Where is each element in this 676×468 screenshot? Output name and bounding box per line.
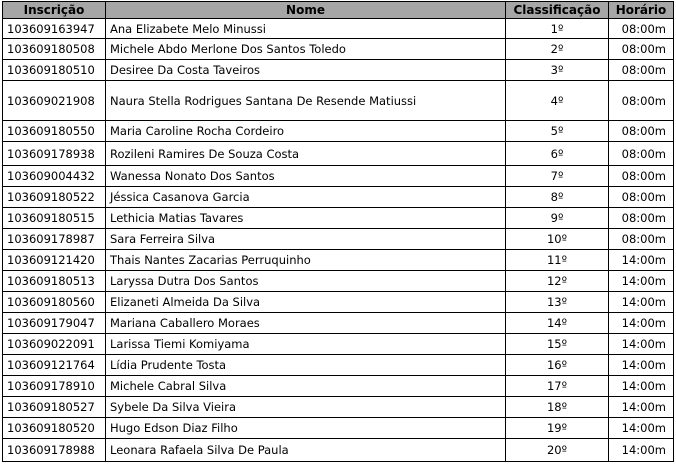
- header-horario: Horário: [609, 2, 674, 19]
- table-row: [3, 39, 674, 60]
- table-row: [3, 292, 674, 313]
- cell-inscricao: 103609180515: [3, 208, 106, 229]
- cell-inscricao: 103609179047: [3, 313, 106, 334]
- cell-nome: Sara Ferreira Silva: [106, 229, 506, 250]
- cell-nome: Naura Stella Rodrigues Santana De Resende Matiussi: [106, 81, 506, 121]
- cell-horario: 14:00m: [609, 313, 674, 334]
- cell-inscricao: 103609180550: [3, 121, 106, 142]
- cell-horario: 08:00m: [609, 121, 674, 142]
- cell-classificacao: 15º: [506, 334, 609, 355]
- cell-inscricao: 103609121764: [3, 355, 106, 376]
- cell-nome: Ana Elizabete Melo Minussi: [106, 19, 506, 39]
- cell-inscricao: 103609021908: [3, 81, 106, 121]
- cell-classificacao: 9º: [506, 208, 609, 229]
- table-row: [3, 313, 674, 334]
- cell-inscricao: 103609178987: [3, 229, 106, 250]
- cell-horario: 14:00m: [609, 397, 674, 418]
- cell-horario: 08:00m: [609, 60, 674, 81]
- cell-inscricao: 103609180520: [3, 418, 106, 439]
- cell-inscricao: 103609022091: [3, 334, 106, 355]
- cell-horario: 14:00m: [609, 334, 674, 355]
- cell-nome: Rozileni Ramires De Souza Costa: [106, 142, 506, 166]
- cell-inscricao: 103609178938: [3, 142, 106, 166]
- cell-horario: 14:00m: [609, 250, 674, 271]
- cell-classificacao: 18º: [506, 397, 609, 418]
- cell-horario: 14:00m: [609, 439, 674, 462]
- cell-inscricao: 103609180513: [3, 271, 106, 292]
- table-row: [3, 121, 674, 142]
- cell-nome: Lídia Prudente Tosta: [106, 355, 506, 376]
- table-row: [3, 271, 674, 292]
- cell-nome: Laryssa Dutra Dos Santos: [106, 271, 506, 292]
- cell-classificacao: 7º: [506, 166, 609, 187]
- cell-classificacao: 3º: [506, 60, 609, 81]
- cell-inscricao: 103609180522: [3, 187, 106, 208]
- cell-nome: Michele Cabral Silva: [106, 376, 506, 397]
- cell-horario: 08:00m: [609, 39, 674, 60]
- header-classificacao: Classificação: [506, 2, 609, 19]
- cell-classificacao: 4º: [506, 81, 609, 121]
- cell-nome: Jéssica Casanova Garcia: [106, 187, 506, 208]
- cell-nome: Elizaneti Almeida Da Silva: [106, 292, 506, 313]
- table-row: [3, 355, 674, 376]
- cell-classificacao: 12º: [506, 271, 609, 292]
- cell-classificacao: 20º: [506, 439, 609, 462]
- cell-horario: 08:00m: [609, 142, 674, 166]
- cell-horario: 14:00m: [609, 418, 674, 439]
- cell-inscricao: 103609180527: [3, 397, 106, 418]
- cell-classificacao: 5º: [506, 121, 609, 142]
- cell-classificacao: 17º: [506, 376, 609, 397]
- header-inscricao: Inscrição: [3, 2, 106, 19]
- cell-horario: 14:00m: [609, 292, 674, 313]
- cell-nome: Leonara Rafaela Silva De Paula: [106, 439, 506, 462]
- table-row: [3, 187, 674, 208]
- table-row: [3, 229, 674, 250]
- table-row: [3, 19, 674, 39]
- cell-classificacao: 19º: [506, 418, 609, 439]
- cell-classificacao: 11º: [506, 250, 609, 271]
- cell-inscricao: 103609004432: [3, 166, 106, 187]
- cell-classificacao: 6º: [506, 142, 609, 166]
- cell-nome: Desiree Da Costa Taveiros: [106, 60, 506, 81]
- table-row: [3, 142, 674, 166]
- results-table: [2, 1, 674, 462]
- table-row: [3, 439, 674, 462]
- table-body: [3, 19, 674, 462]
- cell-horario: 08:00m: [609, 187, 674, 208]
- cell-inscricao: 103609180560: [3, 292, 106, 313]
- header-nome: Nome: [106, 2, 506, 19]
- table-row: [3, 60, 674, 81]
- cell-classificacao: 13º: [506, 292, 609, 313]
- cell-horario: 14:00m: [609, 376, 674, 397]
- cell-nome: Larissa Tiemi Komiyama: [106, 334, 506, 355]
- cell-horario: 08:00m: [609, 19, 674, 39]
- header-row: [3, 2, 674, 19]
- cell-horario: 08:00m: [609, 166, 674, 187]
- cell-horario: 08:00m: [609, 81, 674, 121]
- table-row: [3, 166, 674, 187]
- table-row: [3, 397, 674, 418]
- cell-horario: 14:00m: [609, 355, 674, 376]
- cell-nome: Wanessa Nonato Dos Santos: [106, 166, 506, 187]
- table-row: [3, 250, 674, 271]
- cell-nome: Mariana Caballero Moraes: [106, 313, 506, 334]
- cell-inscricao: 103609180508: [3, 39, 106, 60]
- cell-classificacao: 10º: [506, 229, 609, 250]
- cell-horario: 08:00m: [609, 229, 674, 250]
- cell-classificacao: 2º: [506, 39, 609, 60]
- cell-inscricao: 103609178910: [3, 376, 106, 397]
- cell-classificacao: 16º: [506, 355, 609, 376]
- table-row: [3, 418, 674, 439]
- table-row: [3, 208, 674, 229]
- table-row: [3, 334, 674, 355]
- cell-nome: Sybele Da Silva Vieira: [106, 397, 506, 418]
- cell-inscricao: 103609180510: [3, 60, 106, 81]
- cell-inscricao: 103609121420: [3, 250, 106, 271]
- cell-nome: Thais Nantes Zacarias Perruquinho: [106, 250, 506, 271]
- cell-nome: Maria Caroline Rocha Cordeiro: [106, 121, 506, 142]
- cell-classificacao: 14º: [506, 313, 609, 334]
- table-row: [3, 81, 674, 121]
- cell-nome: Michele Abdo Merlone Dos Santos Toledo: [106, 39, 506, 60]
- cell-inscricao: 103609163947: [3, 19, 106, 39]
- cell-horario: 14:00m: [609, 271, 674, 292]
- table-row: [3, 376, 674, 397]
- cell-classificacao: 8º: [506, 187, 609, 208]
- cell-horario: 08:00m: [609, 208, 674, 229]
- cell-inscricao: 103609178988: [3, 439, 106, 462]
- cell-nome: Hugo Edson Diaz Filho: [106, 418, 506, 439]
- cell-nome: Lethicia Matias Tavares: [106, 208, 506, 229]
- cell-classificacao: 1º: [506, 19, 609, 39]
